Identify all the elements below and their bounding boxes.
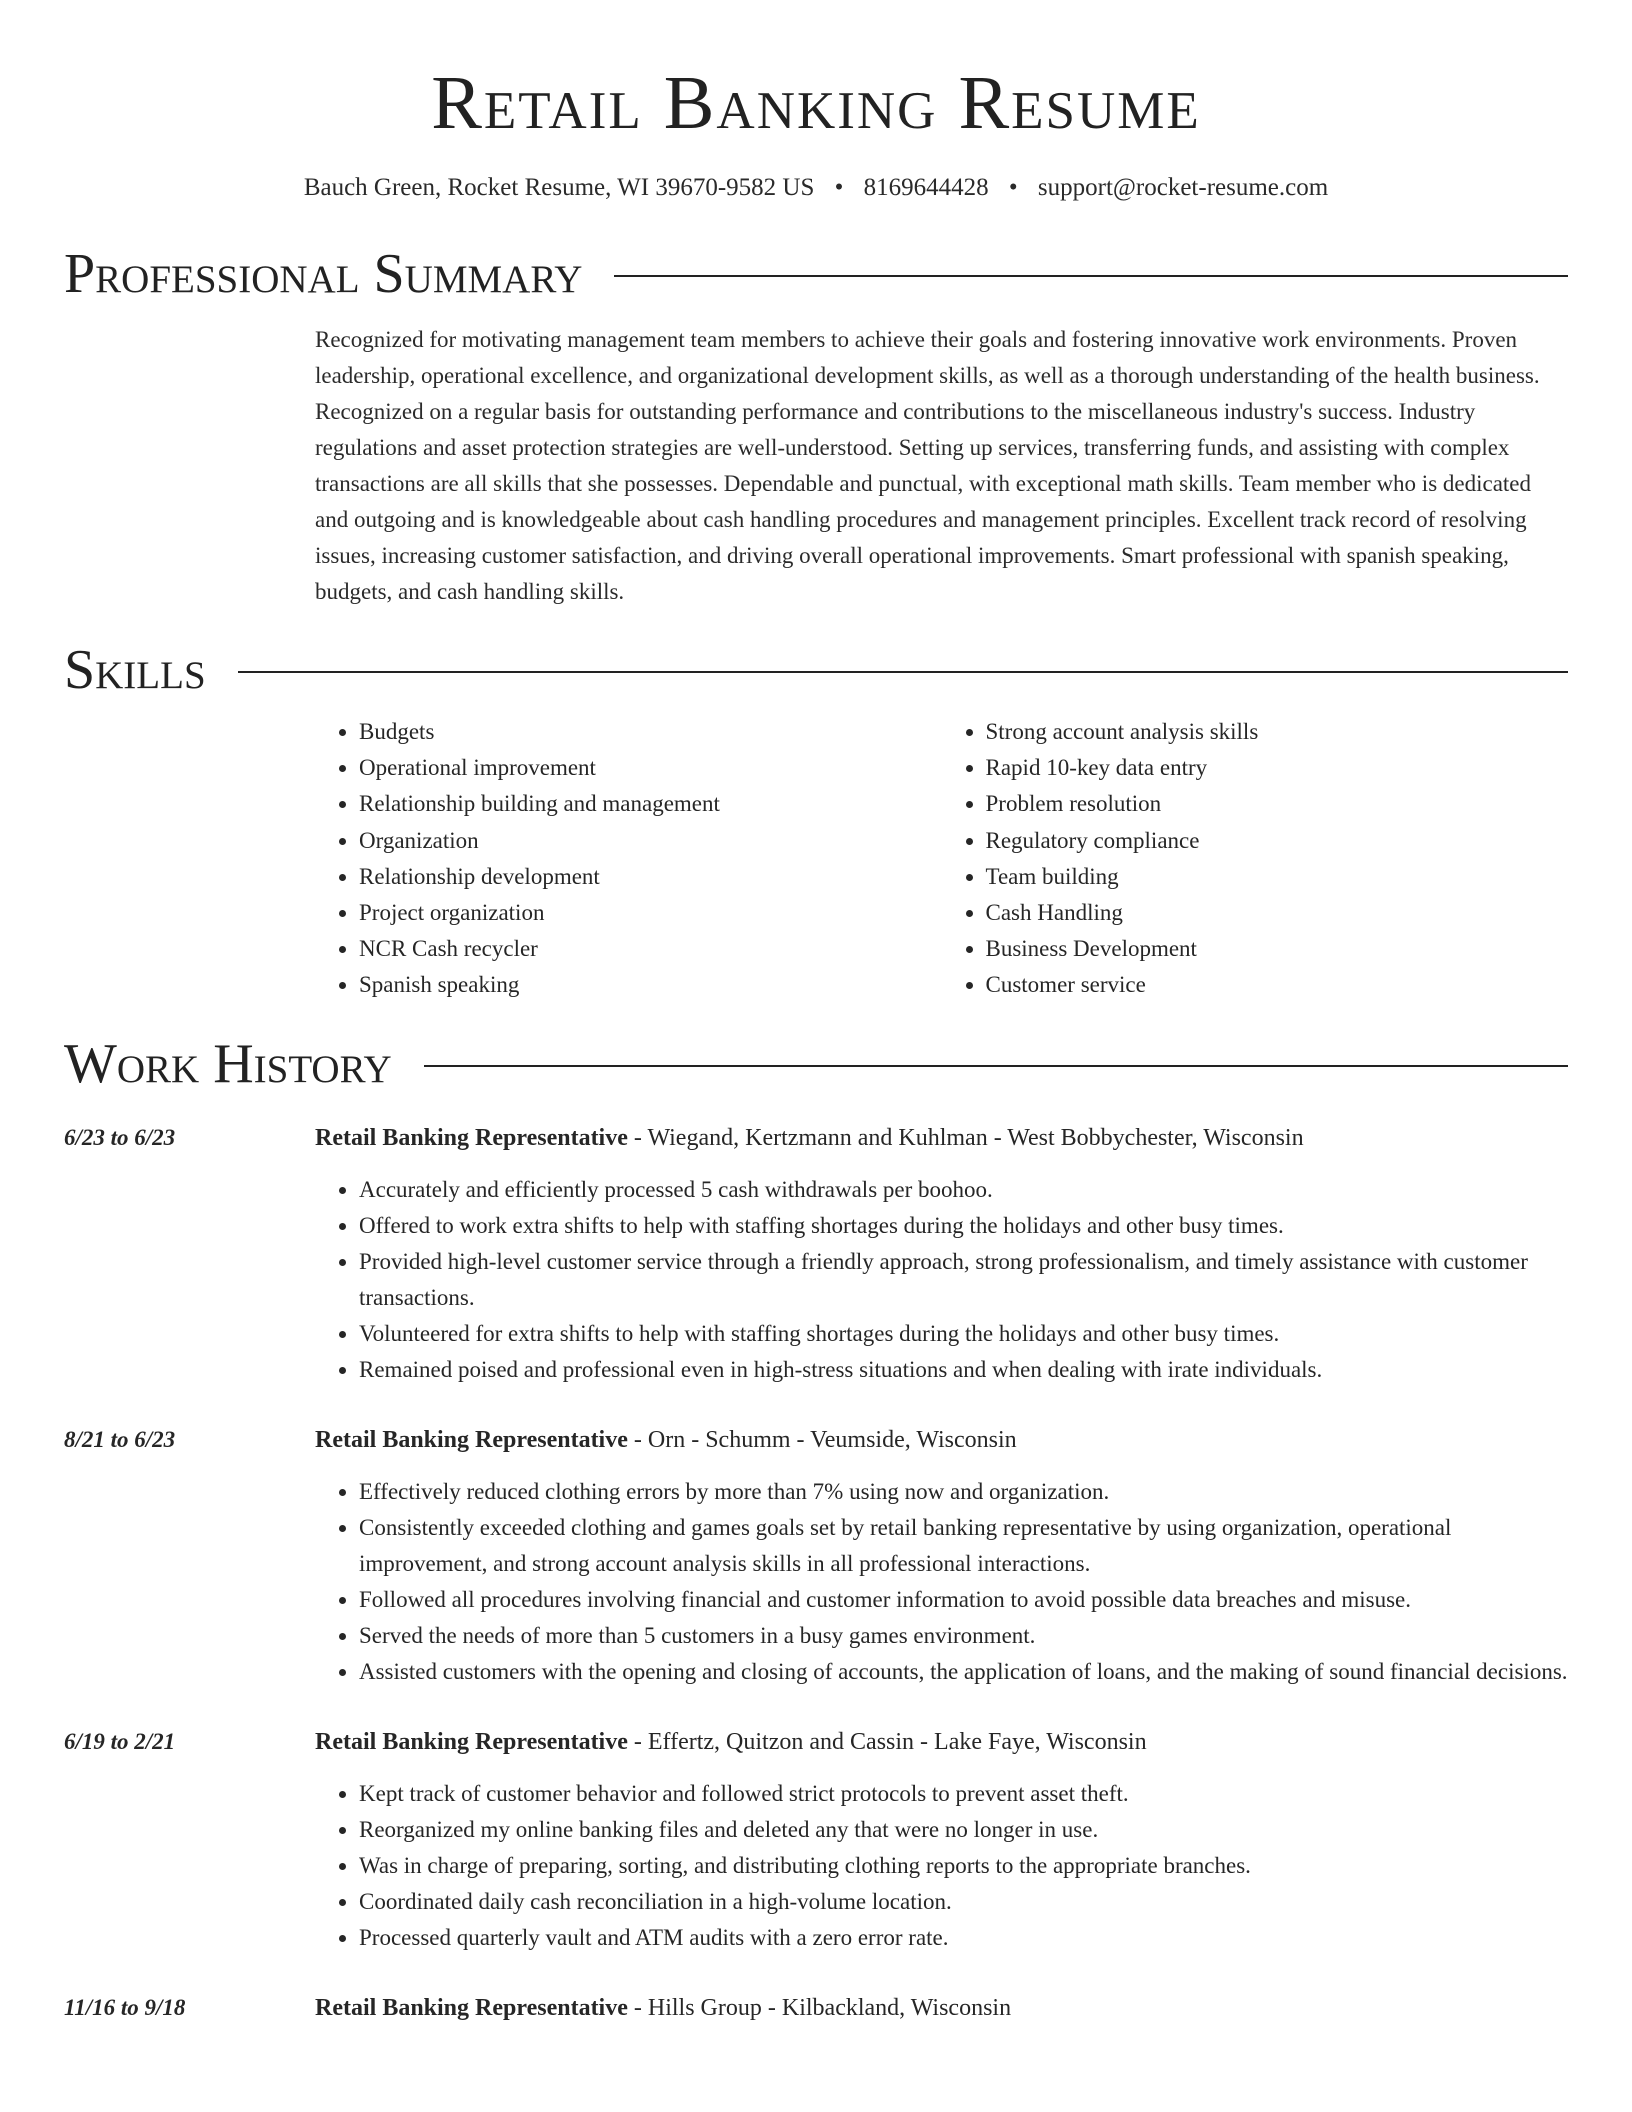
job-dates: 6/23 to 6/23 <box>64 1124 176 1150</box>
job-body <box>315 1120 1568 1388</box>
skill-item: • Cash Handling <box>986 895 1569 931</box>
job-bullet: • Accurately and efficiently processed 5 cash withdrawals per boohoo. <box>359 1172 1568 1208</box>
job-employer-location: - Wiegand, Kertzmann and Kuhlman - West Bobbychester, Wisconsin <box>627 1124 1304 1151</box>
summary-text: Recognized for motivating management team members to achieve their goals and fostering innovative work environments. Proven leadership, operational excellence, and organizational development skills, as well as a thorough understanding of the health business. Recognized on a regular basis for outstanding performance and contributions to the miscellaneous industry's success. Industry regulations and asset protection strategies are well-understood. Setting up services, transferring funds, and assisting with complex transactions are all skills that she possesses. Dependable and punctual, with exceptional math skills. Team member who is dedicated and outgoing and is knowledgeable about cash handling procedures and management principles. Excellent track record of resolving issues, increasing customer satisfaction, and driving overall operational improvements. Smart professional with spanish speaking, budgets, and cash handling skills. <box>315 327 1540 604</box>
job-role: Retail Banking Representative <box>315 1728 628 1755</box>
job-employer-location: - Orn - Schumm - Veumside, Wisconsin <box>627 1426 1017 1453</box>
job-employer-location: - Hills Group - Kilbackland, Wisconsin <box>627 1994 1012 2021</box>
skill-item: • Relationship development <box>359 859 942 895</box>
section-divider <box>238 671 1568 673</box>
job-dates: 8/21 to 6/23 <box>64 1426 176 1452</box>
job-bullet: • Effectively reduced clothing errors by more than 7% using now and organization. <box>359 1474 1568 1510</box>
skill-item: • Spanish speaking <box>359 967 942 1003</box>
job-bullet: • Kept track of customer behavior and followed strict protocols to prevent asset theft. <box>359 1776 1568 1812</box>
job-role: Retail Banking Representative <box>315 1994 628 2021</box>
contact-separator: • <box>834 174 844 201</box>
contact-email: support@rocket-resume.com <box>1037 174 1329 201</box>
job-bullets <box>315 1776 1568 1956</box>
job-body <box>315 1422 1568 1690</box>
job-bullet: • Consistently exceeded clothing and games goals set by retail banking representative by using organization, operational improvement, and strong account analysis skills in all professional interactions. <box>359 1510 1568 1582</box>
skill-item: • Regulatory compliance <box>986 823 1569 859</box>
work-history-list <box>64 1120 1568 2026</box>
skill-item: • Team building <box>986 859 1569 895</box>
skills-column-right <box>942 714 1569 1004</box>
job-bullet: • Provided high-level customer service through a friendly approach, strong professionalism, and timely assistance with customer transactions. <box>359 1244 1568 1316</box>
job-employer-location: - Effertz, Quitzon and Cassin - Lake Faye, Wisconsin <box>627 1728 1147 1755</box>
job-bullet: • Followed all procedures involving financial and customer information to avoid possible data breaches and misuse. <box>359 1582 1568 1618</box>
job-bullet: • Coordinated daily cash reconciliation in a high-volume location. <box>359 1884 1568 1920</box>
section-divider <box>614 275 1568 277</box>
job-title-line <box>315 1990 1568 2026</box>
work-section-header <box>64 1032 1568 1096</box>
skills-column-left <box>315 714 942 1004</box>
job-bullet: • Assisted customers with the opening and closing of accounts, the application of loans, and the making of sound financial decisions. <box>359 1654 1568 1690</box>
job-bullet: • Offered to work extra shifts to help with staffing shortages during the holidays and other busy times. <box>359 1208 1568 1244</box>
job-dates: 6/19 to 2/21 <box>64 1728 176 1754</box>
section-divider <box>424 1065 1568 1067</box>
job-bullets <box>315 1474 1568 1690</box>
job-dates: 11/16 to 9/18 <box>64 1994 186 2020</box>
job-role: Retail Banking Representative <box>315 1426 628 1453</box>
skills-list <box>315 714 1568 1004</box>
summary-section-header <box>64 242 1568 306</box>
skill-item: • Budgets <box>359 714 942 750</box>
job-bullets <box>315 1172 1568 1388</box>
job-entry <box>64 1120 1568 1388</box>
contact-separator: • <box>1008 174 1018 201</box>
skill-item: • Strong account analysis skills <box>986 714 1569 750</box>
job-role: Retail Banking Representative <box>315 1124 628 1151</box>
skill-item: • Organization <box>359 823 942 859</box>
job-bullet: • Volunteered for extra shifts to help with staffing shortages during the holidays and other busy times. <box>359 1316 1568 1352</box>
skill-item: • Customer service <box>986 967 1569 1003</box>
job-title-line <box>315 1724 1568 1760</box>
contact-line <box>64 172 1568 204</box>
work-heading: Work History <box>64 1032 392 1095</box>
job-bullet: • Processed quarterly vault and ATM audits with a zero error rate. <box>359 1920 1568 1956</box>
skills-section-header <box>64 638 1568 702</box>
skill-item: • Project organization <box>359 895 942 931</box>
contact-phone: 8169644428 <box>863 174 989 201</box>
skill-item: • Problem resolution <box>986 786 1569 822</box>
skill-item: • Business Development <box>986 931 1569 967</box>
job-entry <box>64 1724 1568 1956</box>
job-title-line <box>315 1422 1568 1458</box>
skill-item: • Operational improvement <box>359 750 942 786</box>
job-body <box>315 1990 1568 2026</box>
skill-item: • NCR Cash recycler <box>359 931 942 967</box>
resume-title: Retail Banking Resume <box>431 61 1201 145</box>
job-entry <box>64 1422 1568 1690</box>
skill-item: • Relationship building and management <box>359 786 942 822</box>
job-bullet: • Reorganized my online banking files and deleted any that were no longer in use. <box>359 1812 1568 1848</box>
job-title-line <box>315 1120 1568 1156</box>
job-bullet: • Was in charge of preparing, sorting, and distributing clothing reports to the appropriate branches. <box>359 1848 1568 1884</box>
summary-heading: Professional Summary <box>64 243 583 305</box>
skills-heading: Skills <box>64 639 206 701</box>
job-body <box>315 1724 1568 1956</box>
skill-item: • Rapid 10-key data entry <box>986 750 1569 786</box>
job-bullet: • Remained poised and professional even in high-stress situations and when dealing with irate individuals. <box>359 1352 1568 1388</box>
contact-address: Bauch Green, Rocket Resume, WI 39670-9582 US <box>303 174 815 201</box>
job-entry <box>64 1990 1568 2026</box>
job-bullet: • Served the needs of more than 5 customers in a busy games environment. <box>359 1618 1568 1654</box>
